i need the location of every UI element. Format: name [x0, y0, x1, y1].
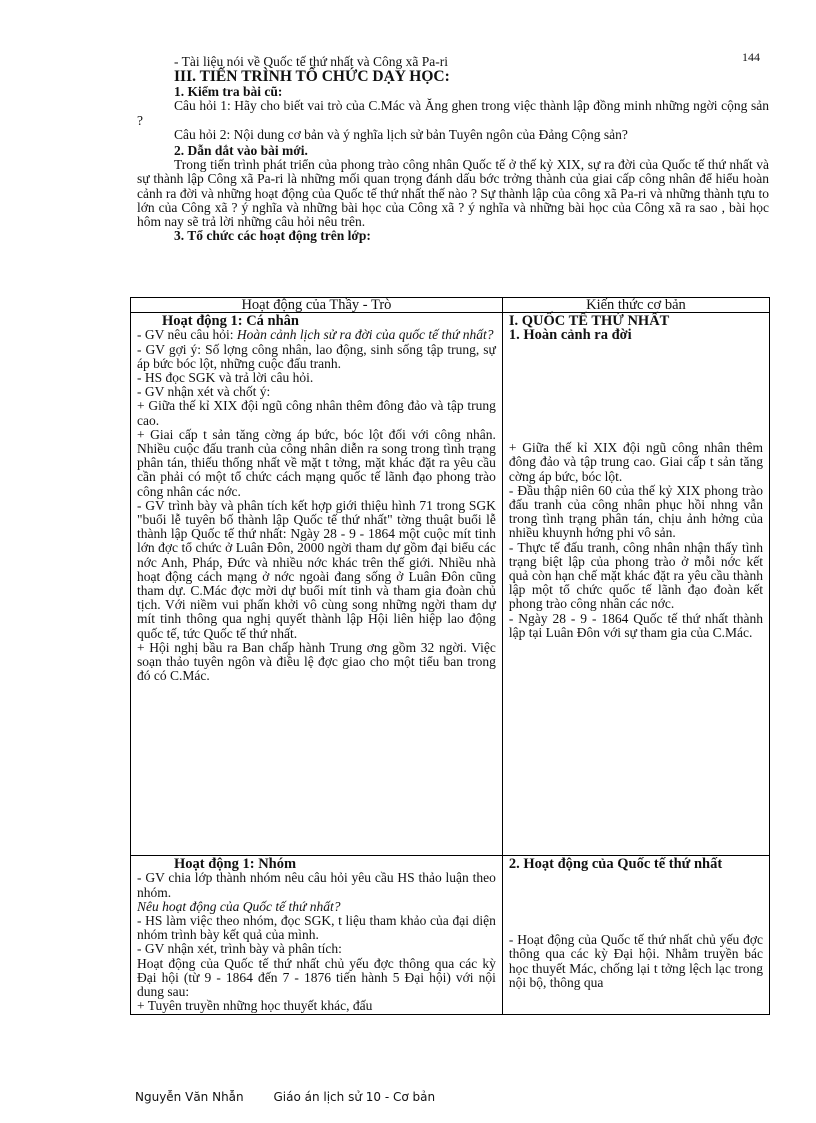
activity-1-narration: - GV trình bày và phân tích kết hợp giới thiệu hình 71 trong SGK "buổi lễ tuyên bố thành lập Quốc tế thứ nhất" tờng thuật buổi lễ thành lập Quốc tế thứ nhất: Ngày 28 - 9 - 1864 một cuộc mít tinh lớn đợc tổ chức ở Luân Đôn, 2000 ngời tham dự gồm đại biểu các nớc Anh, Pháp, Đức và nhiều nớc khác trên thế giới. Nhiều nhà hoạt động cách mạng ở nớc ngoài đang sống ở Luân Đôn cũng tham dự. C.Mác đợc mời dự buổi mít tinh và tham gia đoàn chủ tịch. Với niềm vui phấn khởi vô cùng song những ngời tham dự mít tinh thông qua nghị quyết thành lập Hội liên hiệp lao động quốc tế, tức Quốc tế thứ nhất. [137, 497, 496, 641]
page-number: 144 [742, 50, 760, 64]
question-text: Hoàn cảnh lịch sử ra đời của quốc tế thứ nhất? [236, 327, 494, 343]
activity-1-student: - HS đọc SGK và trả lời câu hỏi. [137, 370, 314, 386]
activity-2-title: Hoạt động 1: Nhóm [174, 856, 297, 873]
activity-2-teacher: - GV nhận xét, trình bày và phân tích: [137, 941, 342, 957]
knowledge-1-p2: - Đầu thập niên 60 của thế kỷ XIX phong trào đấu tranh của công nhân phục hồi nhng vẫn trong tình trạng phân tán, chịu ảnh hởng của nhiều khuynh hớng phi vô sản. [508, 482, 763, 541]
activity-1-question [137, 328, 496, 342]
footer-subject: Giáo án lịch sử 10 - Cơ bản [273, 1090, 436, 1104]
activity-2-cell [131, 856, 503, 1015]
activity-2-instruction: - GV chia lớp thành nhóm nêu câu hỏi yêu cầu HS thảo luận theo nhóm. [137, 870, 496, 900]
activity-2-student: - HS làm việc theo nhóm, đọc SGK, t liệu tham khảo của đại diện nhóm trình bày kết quả của mình. [137, 913, 496, 943]
knowledge-section-title: I. QUỐC TẾ THỨ NHẤT [508, 313, 670, 330]
activity-2-point: + Tuyên truyền những học thuyết khác, đấu [137, 998, 373, 1014]
activity-1-point-a: + Giữa thế kỉ XIX đội ngũ công nhân thêm đông đảo và tập trung cao. [137, 398, 496, 428]
knowledge-1-p3: - Thực tế đấu tranh, công nhân nhận thấy tình trạng biệt lập của phong trào ở mỗi nớc kết quả còn hạn chế mặt khác đặt ra yêu cầu thành lập một tổ chức quốc tế lãnh đạo đoàn kết phong trào công nhân các nớc. [508, 539, 763, 612]
activity-1-point-b: + Giai cấp t sản tăng cờng áp bức, bóc lột đối với công nhân. Nhiều cuộc đấu tranh của công nhân diễn ra song trong tình trạng phân tán, thiếu thống nhất về mặt t tởng, mặt khác đặt ra yêu cầu cần phải có một tổ chức cách mạng quốc tế lãnh đạo phong trào công nhân các nớc. [137, 426, 496, 499]
activity-1-title: Hoạt động 1: Cá nhân [162, 313, 299, 330]
knowledge-1-p4: - Ngày 28 - 9 - 1864 Quốc tế thứ nhất thành lập tại Luân Đôn với sự tham gia của C.Mác. [508, 610, 763, 640]
page-footer [135, 1090, 461, 1104]
knowledge-subtitle-2: 2. Hoạt động của Quốc tế thứ nhất [508, 856, 723, 873]
activity-1-hint: - GV gợi ý: Số lợng công nhân, lao động, sinh sống tập trung, sự áp bức bóc lột, những cuộc đấu tranh. [137, 341, 496, 371]
table-header-right: Kiến thức cơ bản [502, 298, 769, 313]
section-title: III. TIẾN TRÌNH TỔ CHỨC DẠY HỌC: [174, 68, 450, 86]
activity-2-content: Hoạt động của Quốc tế thứ nhất chủ yếu đợc thông qua các kỳ Đại hội (từ 9 - 1864 đến 7 - 1876 tiến hành 5 Đại hội) với nội dung sau: [137, 955, 496, 1000]
activity-1-cell [131, 313, 503, 856]
subsection-activities: 3. Tổ chức các hoạt động trên lớp: [174, 228, 371, 244]
header-section [137, 55, 769, 243]
question-1: Câu hỏi 1: Hãy cho biết vai trò của C.Mác và Ăng ghen trong việc thành lập đồng minh những ngời cộng sản ? [137, 98, 769, 128]
knowledge-subtitle-1: 1. Hoàn cảnh ra đời [508, 327, 632, 344]
footer-author: Nguyễn Văn Nhẫn [135, 1090, 244, 1104]
activity-1-point-c: + Hội nghị bầu ra Ban chấp hành Trung ơng gồm 32 ngời. Việc soạn thảo tuyên ngôn và điều lệ đợc giao cho một tiểu ban trong đó có C.Mác. [137, 639, 496, 684]
knowledge-2-cell [502, 856, 769, 1015]
activity-1-conclude: - GV nhận xét và chốt ý: [137, 384, 271, 400]
knowledge-1-p1: + Giữa thế kỉ XIX đội ngũ công nhân thêm đông đảo và tập trung cao. Giai cấp t sản tăng cờng áp bức, bóc lột. [508, 440, 763, 484]
intro-line: - Tài liệu nói về Quốc tế thứ nhất và Công xã Pa-ri [174, 54, 449, 69]
lesson-table [130, 297, 770, 1015]
subsection-old-lesson: 1. Kiểm tra bài cũ: [174, 84, 283, 100]
activity-2-question: Nêu hoạt động của Quốc tế thứ nhất? [137, 898, 341, 914]
subsection-new-lesson: 2. Dẫn dắt vào bài mới. [174, 143, 308, 159]
question-prefix: - GV nêu câu hỏi: [137, 327, 237, 343]
table-header-left: Hoạt động của Thầy - Trò [131, 298, 503, 313]
knowledge-1-cell [502, 313, 769, 856]
knowledge-2-p1: - Hoạt động của Quốc tế thứ nhất chủ yếu đợc thông qua các kỳ Đại hội. Nhằm truyền bác học thuyết Mác, chống lại t tởng lệch lạc trong nội bộ, thông qua [508, 932, 763, 990]
intro-paragraph: Trong tiến trình phát triển của phong trào công nhân Quốc tế ở thế kỷ XIX, sự ra đời của Quốc tế thứ nhất và sự thành lập Công xã Pa-ri là những mối quan trọng đánh dấu bớc trởng thành của giai cấp công nhân để hiểu hoàn cảnh ra đời và những hoạt động của Quốc tế thứ nhất thế nào ? Sự thành lập của công xã Pa-ri và những thành tựu to lớn của Công xã ? ý nghĩa và những bài học của Công xã ? ý nghĩa và những bài học của Công xã ra sao , bài học hôm nay sẽ trả lời những câu hỏi nêu trên. [137, 157, 769, 230]
question-2: Câu hỏi 2: Nội dung cơ bản và ý nghĩa lịch sử bản Tuyên ngôn của Đảng Cộng sản? [174, 126, 628, 142]
